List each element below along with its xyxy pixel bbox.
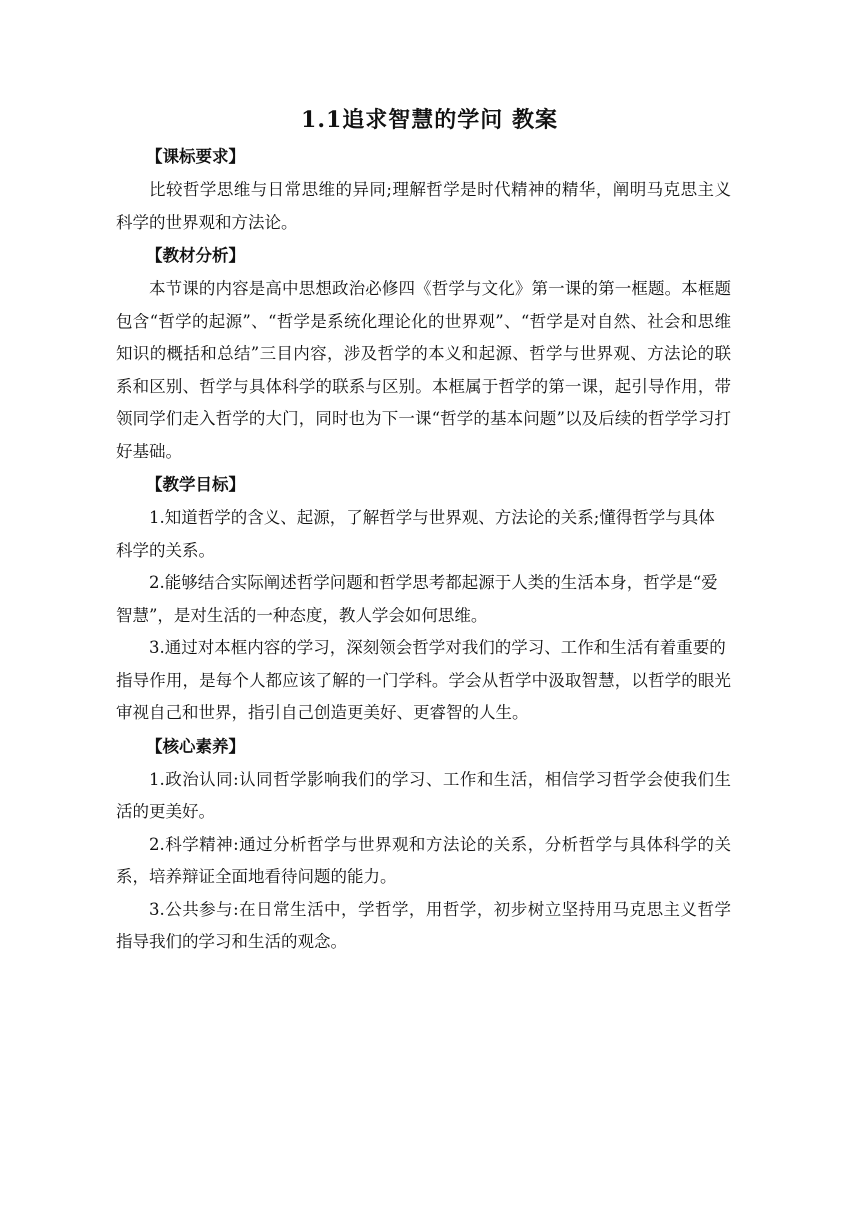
paragraph: 3.公共参与:在日常生活中，学哲学，用哲学，初步树立坚持用马克思主义哲学指导我们的学习和生活的观念。 (116, 899, 731, 951)
paragraph: 比较哲学思维与日常思维的异同;理解哲学是时代精神的精华，阐明马克思主义科学的世界观和方法论。 (116, 180, 731, 232)
section-heading-core-literacy: 【核心素养】 (146, 736, 245, 756)
goal-item (116, 567, 731, 632)
document-body (116, 100, 731, 959)
paragraph: 本节课的内容是高中思想政治必修四《哲学与文化》第一课的第一框题。本框题包含“哲学的起源”、“哲学是系统化理论化的世界观”、“哲学是对自然、社会和思维知识的概括和总结”三目内容，涉及哲学的本义和起源、哲学与世界观、方法论的联系和区别、哲学与具体科学的联系与区别。本框属于哲学的第一课，起引导作用，带领同学们走入哲学的大门，同时也为下一课“哲学的基本问题”以及后续的哲学学习打好基础。 (116, 279, 731, 461)
paragraph: 1.政治认同:认同哲学影响我们的学习、工作和生活，相信学习哲学会使我们生活的更美好。 (116, 769, 731, 821)
goal-item-first-line: 3.通过对本框内容的学习，深刻领会哲学对我们的学习、工作和生活有着重要的 (149, 638, 726, 657)
section-heading-curriculum: 【课标要求】 (146, 147, 245, 166)
goal-item-continuation: 指导作用，是每个人都应该了解的一门学科。学会从哲学中汲取智慧，以哲学的眼光审视自己和世界，指引自己创造更美好、更睿智的人生。 (116, 670, 731, 722)
goal-item-first-line: 2.能够结合实际阐述哲学问题和哲学思考都起源于人类的生活本身，哲学是“爱 (149, 573, 718, 592)
paragraph: 2.科学精神:通过分析哲学与世界观和方法论的关系，分析哲学与具体科学的关系，培养辩证全面地看待问题的能力。 (116, 834, 731, 886)
goal-item-continuation: 智慧”，是对生活的一种态度，教人学会如何思维。 (116, 605, 488, 625)
goal-item (116, 502, 731, 567)
section-heading-teaching-goals: 【教学目标】 (146, 475, 245, 494)
document-title: 1.1追求智慧的学问 教案 (301, 107, 558, 133)
goal-item (116, 632, 731, 730)
goal-item-first-line: 1.知道哲学的含义、起源，了解哲学与世界观、方法论的关系;懂得哲学与具体 (149, 508, 715, 527)
goal-item-continuation: 科学的关系。 (116, 540, 215, 560)
section-heading-textbook-analysis: 【教材分析】 (146, 246, 245, 265)
